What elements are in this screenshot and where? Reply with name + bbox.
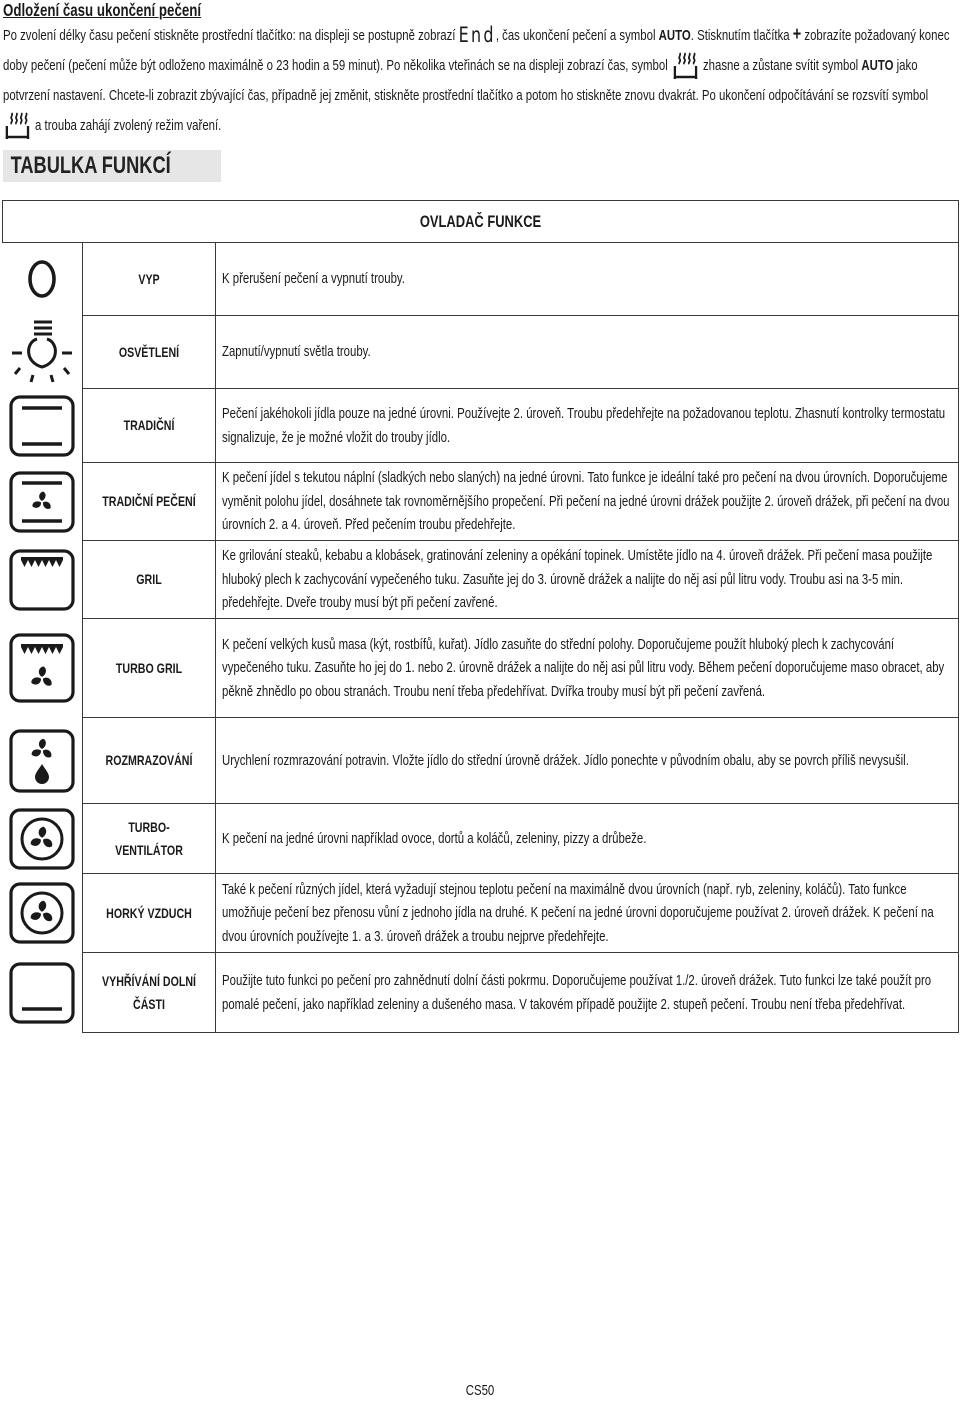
defrost-icon [7,727,77,795]
table-row [3,953,959,1033]
function-name: TURBO- VENTILÁTOR [83,804,216,874]
function-name: ROZMRAZOVÁNÍ [83,718,216,804]
function-description: Pečení jakéhokoli jídla pouze na jedné úrovni. Používejte 2. úroveň. Troubu předehřejte na požadovanou teplotu. Zhasnutí kontrolky termostatu signalizuje, že je možné vložit do trouby jídlo. [216,389,959,463]
table-row [3,541,959,619]
intro-paragraph: Po zvolení délky času pečení stiskněte prostřední tlačítko: na displeji se postupně zobrazí End, čas ukončení pečení a symbol AUTO. Stisknutím tlačítka + zobrazíte požadovaný konec doby pečení (pečení může být odloženo maximálně o 23 hodin a 59 minut). Po několika vteřinách se na displeji zobrazí čas, symbol zhasne a zůstane svítit symbol AUTO jako potvrzení nastavení. Chcete-li zobrazit zbývající čas, případně jej změnit, stiskněte prostřední tlačítko a potom ho stiskněte znovu dvakrát. Po ukončení odpočítávání se rozsvítí symbol a trouba zahájí zvolený režim vaření. [3,20,958,141]
function-name: TRADIČNÍ PEČENÍ [83,463,216,541]
function-description: Zapnutí/vypnutí světla trouby. [216,316,959,389]
function-description: Také k pečení různých jídel, která vyžadují stejnou teplotu pečení na maximálně dvou úrovních (např. ryb, zeleniny, koláčů). Tato funkce umožňuje pečení bez přenosu vůní z jednoho jídla na druhé. K pečení na jedné úrovni doporučujeme používat 2. úroveň drážek. K pečení na dvou úrovních používejte 1. a 3. úroveň drážek a troubu nejprve předehřejte. [216,874,959,953]
top-bottom-fan-icon [7,469,77,535]
function-name: VYHŘÍVÁNÍ DOLNÍ ČÁSTI [83,953,216,1033]
function-name: HORKÝ VZDUCH [83,874,216,953]
function-description: Urychlení rozmrazování potravin. Vložte jídlo do střední úrovně drážek. Jídlo ponechte v původním obalu, aby se povrch příliš nevysušil. [216,718,959,804]
turbo-grill-icon [7,631,77,705]
icon-cell [3,874,83,953]
table-header: OVLADAČ FUNKCE [3,201,959,243]
function-description: Použijte tuto funkci po pečení pro zahnědnutí dolní části pokrmu. Doporučujeme používat 1./2. úroveň drážek. Tuto funkci lze také použít pro pomalé pečení, jako například zeleniny a dušeného masa. V takovém případě použijte 2. stupeň pečení. Troubu není třeba předehřívat. [216,953,959,1033]
turbo-fan-icon [7,807,77,871]
function-description: Ke grilování steaků, kebabu a klobásek, gratinování zeleniny a opékání topinek. Umístěte jídlo na 4. úroveň drážek. Při pečení masa použijte hluboký plech k zachycování vypečeného tuku. Zasuňte jej do 3. úrovně drážek a nalijte do něj asi půl litru vody. Troubu asi na 3-5 min. předehřejte. Dveře trouby musí být při pečení zavřené. [216,541,959,619]
function-name: GRIL [83,541,216,619]
icon-cell [3,463,83,541]
table-row [3,316,959,389]
function-name: VYP [83,243,216,316]
function-name: TURBO GRIL [83,619,216,718]
table-row [3,463,959,541]
icon-cell [3,953,83,1033]
icon-cell [3,243,83,316]
heating-symbol-icon [3,112,32,140]
table-row [3,804,959,874]
top-bottom-heat-icon [7,393,77,459]
auto-symbol: AUTO [658,27,691,44]
function-name: TRADIČNÍ [83,389,216,463]
section-title: Odložení času ukončení pečení [3,0,202,20]
icon-cell [3,619,83,718]
hot-air-icon [7,880,77,946]
table-header-row [3,201,959,243]
heating-symbol-icon [671,52,700,80]
end-display-glyph: End [458,23,496,47]
table-row [3,389,959,463]
table-row [3,874,959,953]
function-name: OSVĚTLENÍ [83,316,216,389]
icon-cell [3,804,83,874]
function-description: K pečení velkých kusů masa (kýt, rostbífů, kuřat). Jídlo zasuňte do střední polohy. Doporučujeme použít hluboký plech k zachycování vypečeného tuku. Zasuňte ho jej do 1. nebo 2. úrovně drážek a nalijte do něj asi půl litru vody. Během pečení doporučujeme maso obracet, aby pěkně zhnědlo po obou stranách. Troubu není třeba předehřívat. Dvířka trouby musí být při pečení zavřená. [216,619,959,718]
table-row [3,243,959,316]
icon-cell [3,718,83,804]
table-heading: TABULKA FUNKCÍ [3,150,221,182]
icon-cell [3,541,83,619]
icon-cell [3,389,83,463]
function-description: K pečení na jedné úrovni například ovoce, dortů a koláčů, zeleniny, pizzy a drůbeže. [216,804,959,874]
table-row [3,718,959,804]
grill-icon [7,547,77,613]
bottom-heat-icon [7,960,77,1026]
page-number: CS50 [465,1382,495,1399]
off-icon [7,246,77,312]
table-row [3,619,959,718]
functions-table [2,200,959,1033]
icon-cell [3,316,83,389]
function-description: K přerušení pečení a vypnutí trouby. [216,243,959,316]
function-description: K pečení jídel s tekutou náplní (sladkých nebo slaných) na jedné úrovni. Tato funkce je ideální také pro pečení na dvou úrovních. Doporučujeme vyměnit polohu jídel, dosáhnete tak rovnoměrnějšího propečení. Při pečení na jedné úrovni drážek použijte 2. úroveň drážek, při pečení na dvou úrovních 2. a 4. úroveň. Před pečením troubu předehřejte. [216,463,959,541]
light-bulb-icon [7,318,77,386]
plus-button-symbol: + [792,24,802,45]
auto-symbol: AUTO [861,57,894,74]
